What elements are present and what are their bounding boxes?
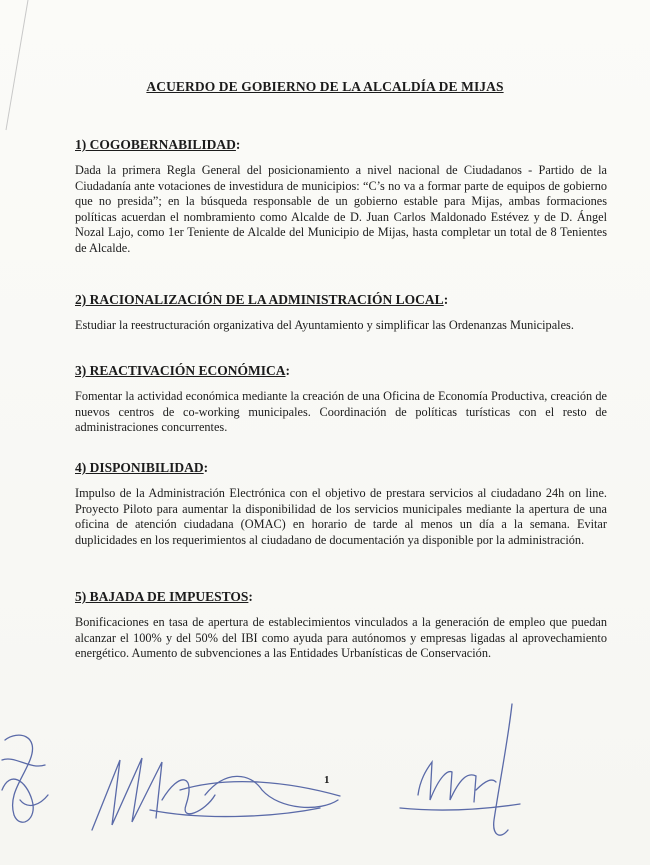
section-heading xyxy=(75,292,607,308)
section-heading xyxy=(75,137,607,153)
heading-suffix: : xyxy=(248,589,253,604)
section-heading xyxy=(75,460,607,476)
section-body: Estudiar la reestructuración organizativa del Ayuntamiento y simplificar las Ordenanzas Municipales. xyxy=(75,318,574,332)
heading-suffix: : xyxy=(235,137,241,152)
heading-text: 2) RACIONALIZACIÓN DE LA ADMINISTRACIÓN LOCAL xyxy=(75,292,444,307)
signature-right xyxy=(400,704,520,835)
section-bajada-impuestos xyxy=(75,589,607,662)
section-reactivacion xyxy=(75,363,607,436)
signature-left xyxy=(2,735,48,822)
page-number: 1 xyxy=(324,774,330,786)
section-heading xyxy=(75,589,607,605)
section-cogobernabilidad xyxy=(75,137,607,257)
heading-text: 3) REACTIVACIÓN ECONÓMICA xyxy=(75,363,286,378)
section-heading xyxy=(75,363,607,379)
section-body: Bonificaciones en tasa de apertura de establecimientos vinculados a la generación de empleo que puedan alcanzar el 100% y del 50% del IBI como ayuda para autónomos y empresas ligadas al aprovechamiento energético. Aumento de subvenciones a las Entidades Urbanísticas de Conservación. xyxy=(75,615,607,661)
heading-suffix: : xyxy=(443,292,449,307)
section-racionalizacion xyxy=(75,292,607,334)
heading-text: 1) COGOBERNABILIDAD xyxy=(75,137,236,152)
heading-text: 4) DISPONIBILIDAD xyxy=(75,460,204,475)
section-body: Dada la primera Regla General del posicionamiento a nivel nacional de Ciudadanos - Partido de la Ciudadanía ante votaciones de investidura de municipios: “C’s no va a formar parte de equipos de gobierno que no presida”; en la búsqueda responsable de un gobierno estable para Mijas, ambas formaciones políticas acuerdan el nombramiento como Alcalde de D. Juan Carlos Maldonado Estévez y de D. Ángel Nozal Lajo, como 1er Teniente de Alcalde del Municipio de Mijas, hasta completar un total de 8 Tenientes de Alcalde. xyxy=(75,163,607,255)
heading-suffix: : xyxy=(203,460,209,475)
signature-middle xyxy=(92,758,340,830)
section-body: Fomentar la actividad económica mediante la creación de una Oficina de Economía Productiva, creación de nuevos centros de co-working municipales. Coordinación de políticas turísticas con el resto de administraciones concurrentes. xyxy=(75,389,607,435)
document-title: ACUERDO DE GOBIERNO DE LA ALCALDÍA DE MIJAS xyxy=(146,79,504,94)
section-body: Impulso de la Administración Electrónica con el objetivo de prestara servicios al ciudadano 24h on line. Proyecto Piloto para aumentar la disponibilidad de los servicios municipales mediante la apertura de una oficina de atención ciudadana (OMAC) en horario de tarde al menos un día a la semana. Evitar duplicidades en los requerimientos al ciudadano de documentación ya disponible por la administración. xyxy=(75,486,607,547)
section-disponibilidad xyxy=(75,460,607,548)
heading-text: 5) BAJADA DE IMPUESTOS xyxy=(75,589,249,604)
heading-suffix: : xyxy=(285,363,291,378)
page-edge-mark xyxy=(0,0,40,200)
